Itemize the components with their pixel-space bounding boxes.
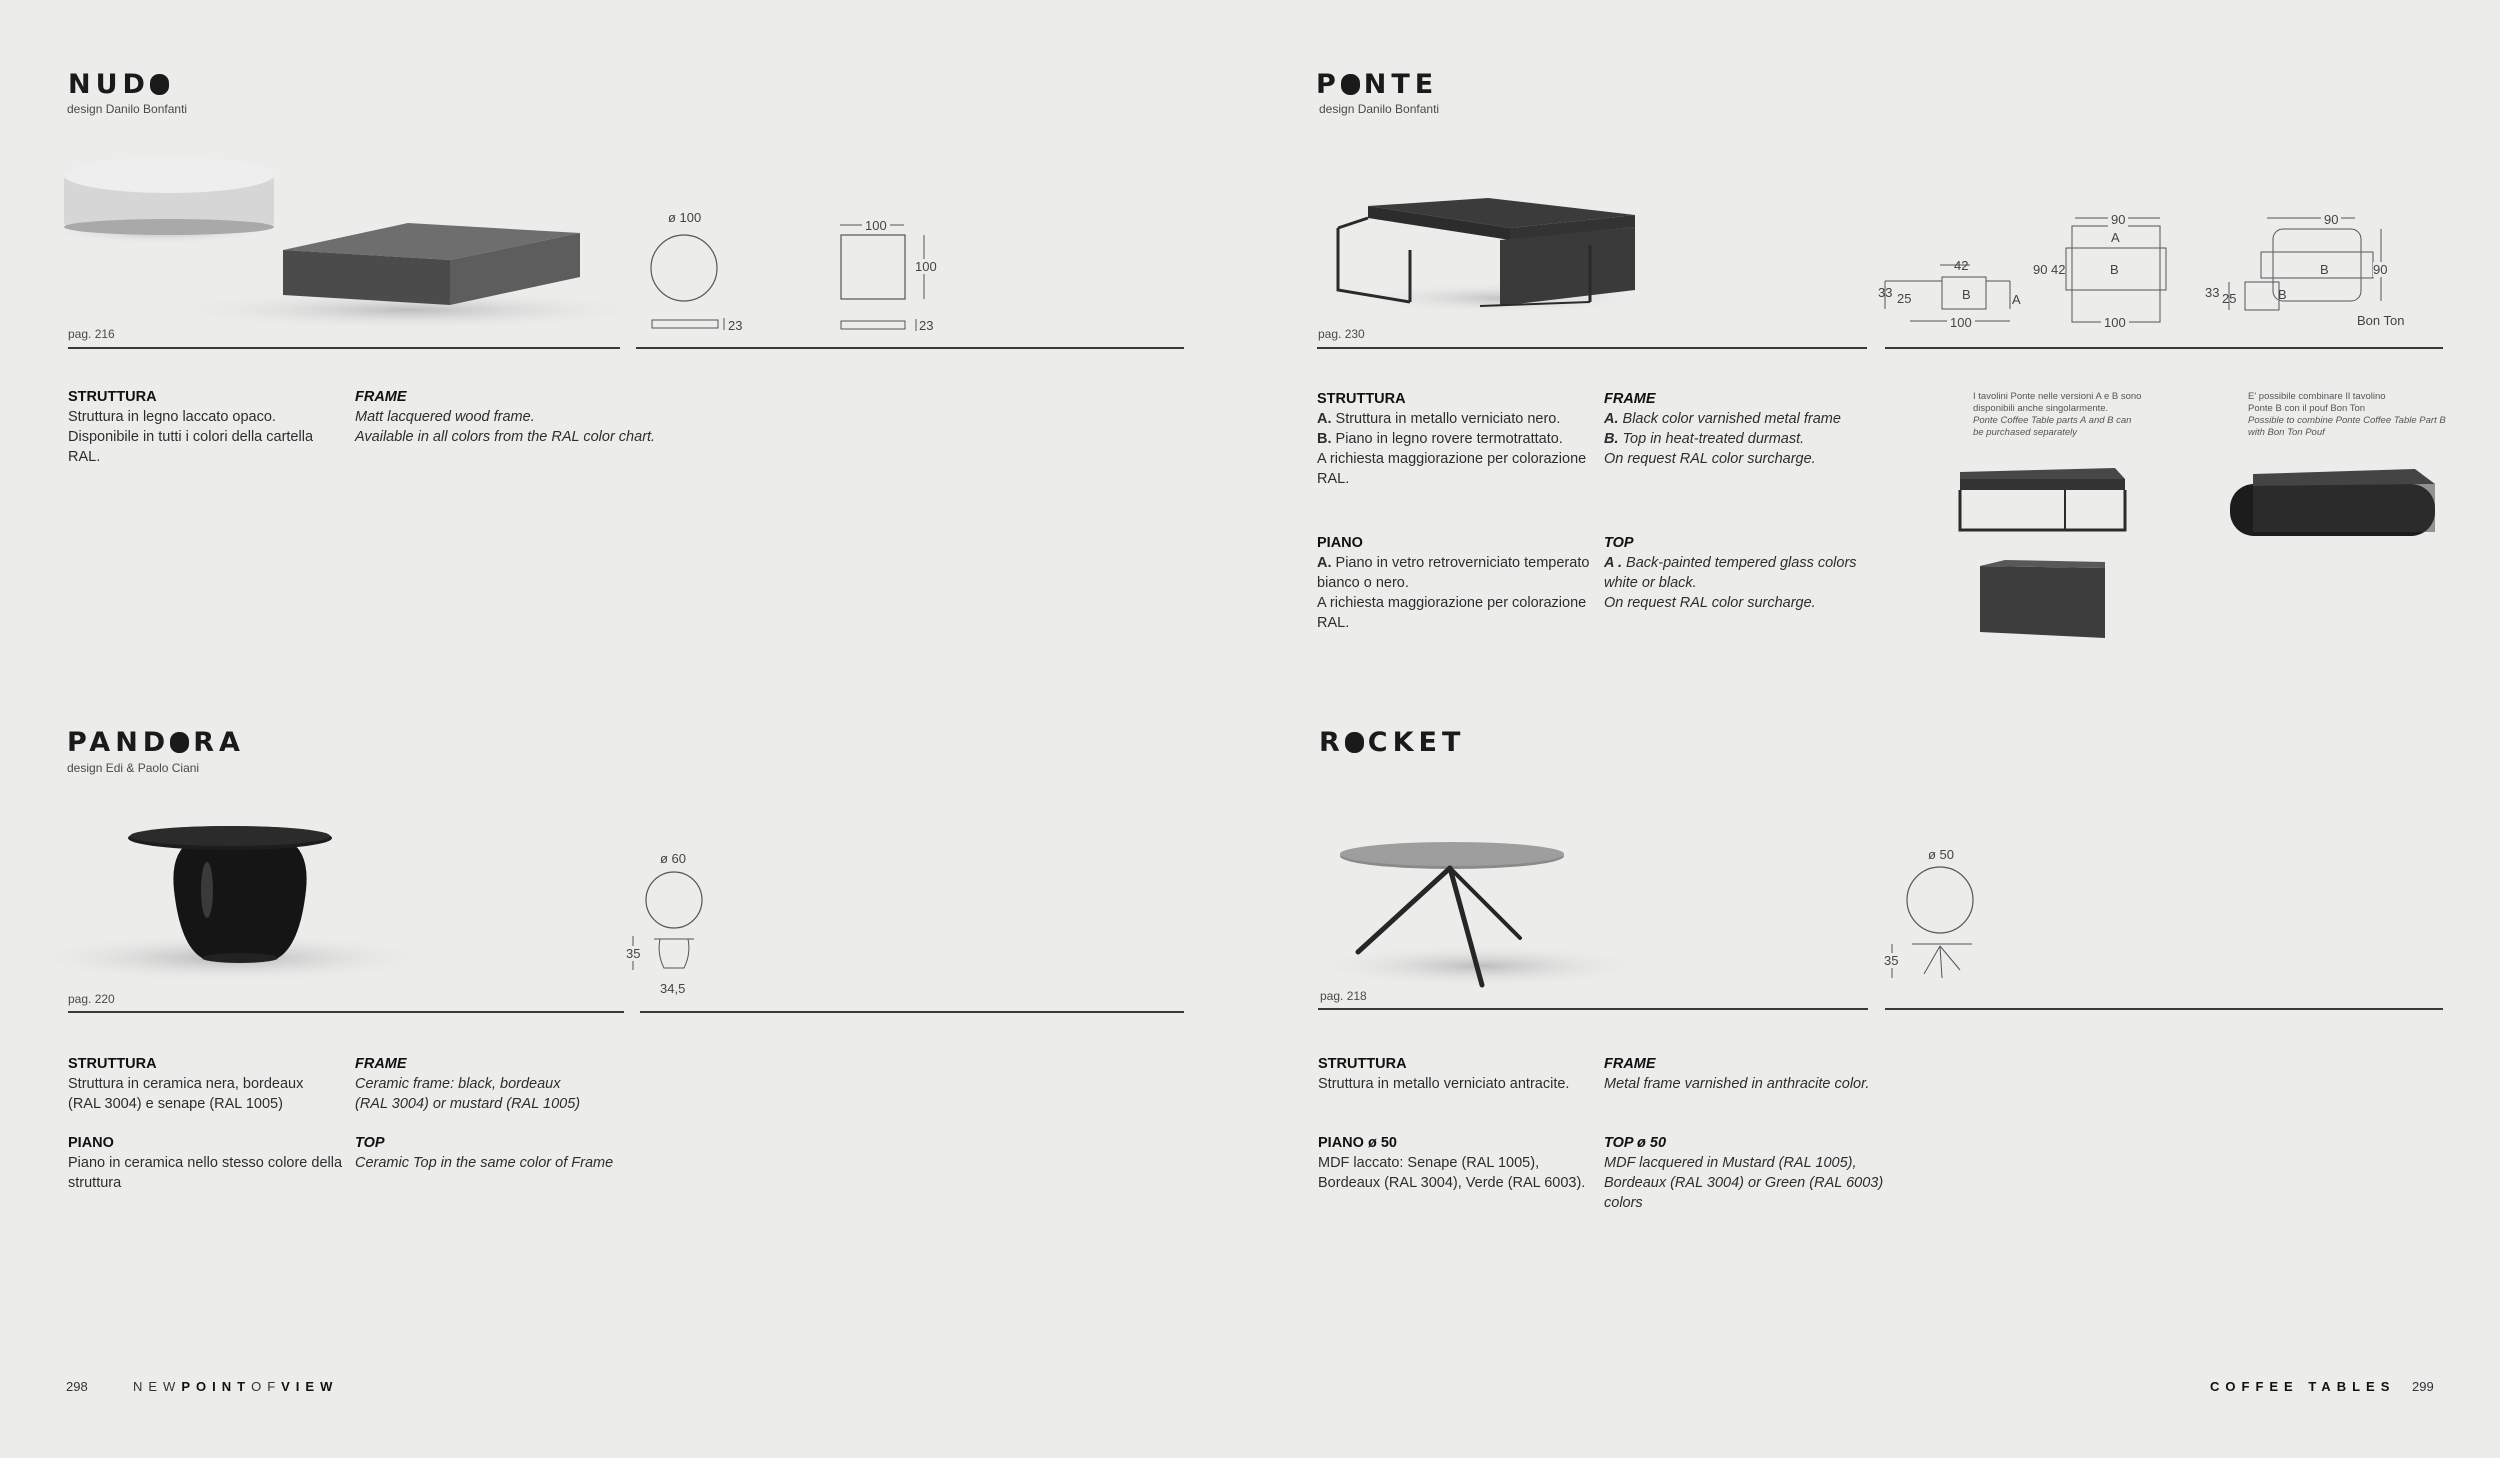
ponte-struttura-title: STRUTTURA [1317,391,1406,407]
ponte-page-ref: pag. 230 [1318,327,1365,341]
ponte-product-image [1330,190,1650,330]
ponte-bonton-dim-33: 33 [2205,285,2220,300]
nudo-rule-1 [68,347,620,349]
nudo-square-width: 100 [862,218,890,233]
rocket-rule-1 [1318,1008,1868,1010]
series-title [133,1379,338,1394]
ponte-dim-90: 90 [2108,212,2128,227]
pandora-frame-line: (RAL 3004) or mustard (RAL 1005) [355,1096,581,1112]
pandora-struttura-line: (RAL 3004) e senape (RAL 1005) [68,1096,283,1112]
ponte-dim-100b: 100 [2101,315,2129,330]
rocket-dim-diameter: ø 50 [1928,847,1955,862]
pandora-frame [355,1054,675,1114]
nudo-designer: design Danilo Bonfanti [67,102,188,116]
ponte-piano-line: Piano in vetro retroverniciato temperato [1335,555,1590,571]
pandora-piano [68,1133,353,1193]
ponte-frame [1604,389,1889,469]
nudo-square-height: 23 [919,318,934,333]
series-point: POINT [181,1379,252,1394]
ponte-dim-h42: 42 [2051,262,2066,277]
ponte-piano [1317,533,1602,633]
pandora-struttura-title: STRUTTURA [68,1056,157,1072]
rocket-top-line: Bordeaux (RAL 3004) or Green (RAL 6003) [1604,1175,1884,1191]
ponte-rule-1 [1317,347,1867,349]
rocket-page-ref: pag. 218 [1320,989,1367,1003]
ponte-top-label-a: A . [1604,555,1622,571]
ponte-dim-a: A [2012,292,2021,307]
right-page-number: 299 [2412,1379,2434,1394]
rocket-piano-line: Bordeaux (RAL 3004), Verde (RAL 6003). [1318,1175,1586,1191]
ponte-note-line: Ponte Coffee Table parts A and B can [1973,415,2132,426]
series-of: OF [251,1379,282,1394]
nudo-product-image [50,150,610,340]
rocket-top [1604,1133,1904,1213]
ponte-dim-33: 33 [1878,285,1893,300]
rocket-logo: R CKET [1319,727,1466,758]
ponte-logo: P NTE [1316,69,1439,100]
ponte-frame-line: On request RAL color surcharge. [1604,451,1816,467]
ponte-note-1 [1973,391,2153,439]
ponte-frame-label-a: A. [1604,411,1619,427]
ponte-piano-title: PIANO [1317,535,1363,551]
series-view: VIEW [281,1379,339,1394]
rocket-frame-title: FRAME [1604,1056,1656,1072]
ponte-dim-b: B [1962,287,1971,302]
pandora-rule-2 [640,1011,1184,1013]
ponte-bonton-dim-h90: 90 [2373,262,2388,277]
ponte-frame-label-b: B. [1604,431,1619,447]
rocket-piano [1318,1133,1603,1193]
rocket-piano-title: PIANO ø 50 [1318,1135,1397,1151]
nudo-struttura-title: STRUTTURA [68,389,157,405]
ponte-top-line: white or black. [1604,575,1697,591]
rocket-frame [1604,1054,1904,1094]
pandora-dim-height: 35 [626,946,641,961]
rocket-struttura [1318,1054,1603,1094]
nudo-struttura-line: Struttura in legno laccato opaco. [68,409,276,425]
ponte-note-line: E' possibile combinare Il tavolino [2248,391,2386,402]
section-title: COFFEE TABLES [2210,1379,2396,1394]
nudo-rule-2 [636,347,1184,349]
pandora-dim-base: 34,5 [660,981,686,996]
ponte-struttura-line: Struttura in metallo verniciato nero. [1335,411,1561,427]
ponte-piano-line: A richiesta maggiorazione per colorazione RAL. [1317,595,1587,631]
ponte-dim-a-top: A [2111,230,2120,245]
nudo-logo: NUD [68,71,173,98]
ponte-top-line: On request RAL color surcharge. [1604,595,1816,611]
nudo-frame [355,387,715,447]
ponte-note-line: I tavolini Ponte nelle versioni A e B sono [1973,391,2142,402]
pandora-page-ref: pag. 220 [68,992,115,1006]
ponte-label-a: A. [1317,411,1332,427]
ponte-note-line: disponibili anche singolarmente. [1973,403,2109,414]
ponte-note-line: be purchased separately [1973,427,2078,438]
ponte-frame-line: Black color varnished metal frame [1622,411,1841,427]
pandora-piano-title: PIANO [68,1135,114,1151]
ponte-piano-label-a: A. [1317,555,1332,571]
nudo-page-ref: pag. 216 [68,327,115,341]
pandora-top [355,1133,675,1173]
ponte-bonton-dim-b: B [2320,262,2329,277]
nudo-dim-diameter: ø 100 [668,210,702,225]
nudo-square-drawing [836,216,956,338]
ponte-dim-100a: 100 [1947,315,1975,330]
pandora-frame-line: Ceramic frame: black, bordeaux [355,1076,561,1092]
ponte-top-title: TOP [1604,535,1634,551]
pandora-struttura [68,1054,353,1114]
pandora-designer: design Edi & Paolo Ciani [67,761,200,775]
left-page-number: 298 [66,1379,88,1394]
pandora-top-line: Ceramic Top in the same color of Frame [355,1155,614,1171]
nudo-round-height: 23 [728,318,743,333]
ponte-dim-42: 42 [1954,258,1969,273]
rocket-rule-2 [1885,1008,2443,1010]
ponte-dim-h90: 90 [2033,262,2048,277]
nudo-struttura [68,387,348,467]
nudo-frame-line: Matt lacquered wood frame. [355,409,535,425]
ponte-designer: design Danilo Bonfanti [1319,102,1440,116]
ponte-bonton-image [2225,462,2455,552]
nudo-struttura-line: Disponibile in tutti i colori della cartella RAL. [68,429,314,465]
pandora-product-image [60,810,580,990]
ponte-struttura [1317,389,1602,489]
ponte-dim-b-top: B [2110,262,2119,277]
ponte-note-line: Possible to combine Ponte Coffee Table Part B [2248,415,2446,426]
ponte-variant-images [1955,462,2175,642]
rocket-struttura-line: Struttura in metallo verniciato antracite. [1318,1076,1570,1092]
nudo-square-depth: 100 [915,259,937,274]
rocket-top-title: TOP ø 50 [1604,1135,1667,1151]
ponte-bonton-label: Bon Ton [2357,313,2405,328]
ponte-frame-line: Top in heat-treated durmast. [1622,431,1805,447]
rocket-product-image [1310,830,1630,1000]
rocket-frame-line: Metal frame varnished in anthracite color. [1604,1076,1870,1092]
rocket-top-line: colors [1604,1195,1643,1211]
nudo-frame-line: Available in all colors from the RAL color chart. [355,429,656,445]
ponte-top [1604,533,1889,613]
series-new: NEW [133,1379,182,1394]
ponte-note-line: with Bon Ton Pouf [2248,427,2325,438]
pandora-piano-line: Piano in ceramica nello stesso colore della [68,1155,343,1171]
ponte-struttura-line: Piano in legno rovere termotrattato. [1335,431,1563,447]
ponte-struttura-line: A richiesta maggiorazione per colorazione RAL. [1317,451,1587,487]
pandora-struttura-line: Struttura in ceramica nera, bordeaux [68,1076,304,1092]
rocket-dim-height: 35 [1884,953,1899,968]
ponte-piano-line: bianco o nero. [1317,575,1409,591]
ponte-label-b: B. [1317,431,1332,447]
ponte-bonton-dim-25: 25 [2222,291,2237,306]
rocket-top-line: MDF lacquered in Mustard (RAL 1005), [1604,1155,1857,1171]
pandora-piano-line: struttura [68,1175,122,1191]
ponte-note-line: Ponte B con il pouf Bon Ton [2248,403,2366,414]
rocket-drawing [1880,862,1990,987]
pandora-rule-1 [68,1011,624,1013]
pandora-logo: PAND RA [67,727,245,758]
pandora-frame-title: FRAME [355,1056,407,1072]
ponte-dim-25: 25 [1897,291,1912,306]
ponte-bonton-dim-90: 90 [2321,212,2341,227]
pandora-drawing [624,866,714,986]
nudo-frame-title: FRAME [355,389,407,405]
ponte-frame-title: FRAME [1604,391,1656,407]
ponte-top-line: Back-painted tempered glass colors [1626,555,1857,571]
ponte-rule-2 [1885,347,2443,349]
rocket-piano-line: MDF laccato: Senape (RAL 1005), [1318,1155,1540,1171]
pandora-dim-diameter: ø 60 [660,851,687,866]
ponte-bonton-dim-b2: B [2278,287,2287,302]
rocket-struttura-title: STRUTTURA [1318,1056,1407,1072]
ponte-note-2 [2248,391,2448,439]
pandora-top-title: TOP [355,1135,385,1151]
